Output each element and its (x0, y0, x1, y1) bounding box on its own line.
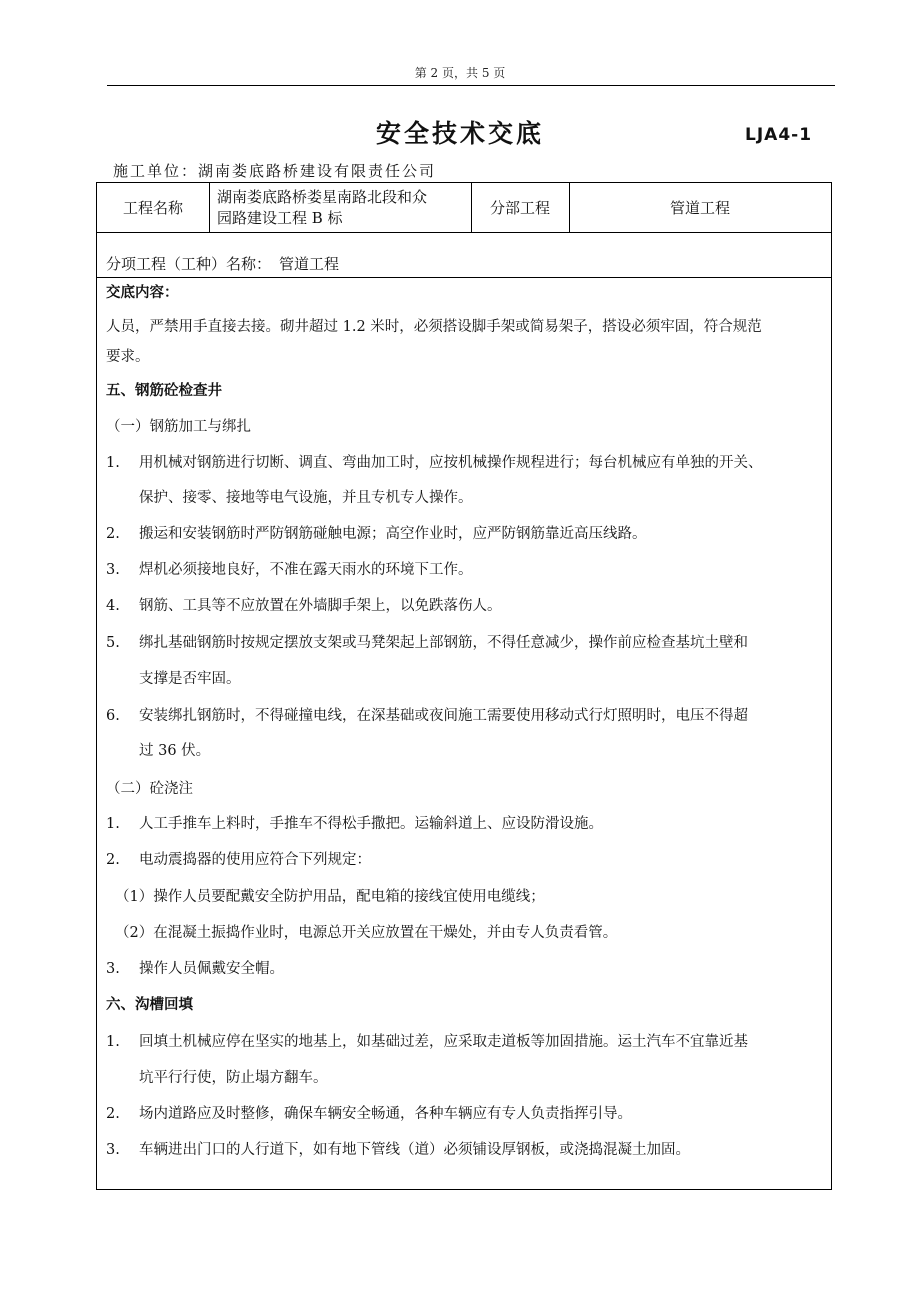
intro-line-2: 要求。 (106, 349, 150, 365)
item-number: 1. (106, 816, 120, 832)
subitem-value: 管道工程 (279, 255, 340, 273)
item-text: 搬运和安装钢筋时严防钢筋碰触电源；高空作业时，应严防钢筋靠近高压线路。 (139, 526, 647, 542)
content-label: 交底内容： (106, 284, 179, 301)
intro-line-1: 人员，严禁用手直接去接。砌井超过 1.2 米时，必须搭设脚手架或简易架子，搭设必须牢固，符合规范 (106, 319, 762, 335)
row-divider-2 (97, 277, 831, 278)
subitem-label: 分项工程（工种）名称： (106, 255, 272, 273)
item-text: 操作人员佩戴安全帽。 (139, 961, 284, 977)
item-text-cont: 坑平行行使，防止塌方翻车。 (139, 1070, 328, 1086)
item-number: 1. (106, 1034, 120, 1050)
item-number: 6. (106, 708, 120, 724)
item-text: 电动震捣器的使用应符合下列规定： (139, 852, 371, 868)
header-rule (107, 85, 835, 86)
construction-unit-label: 施工单位： (113, 162, 199, 180)
item-text-cont: 保护、接零、接地等电气设施，并且专机专人操作。 (139, 490, 473, 506)
subitem-name (106, 253, 339, 274)
construction-unit (113, 160, 436, 181)
form-box (96, 182, 832, 1190)
document-title: 安全技术交底 (375, 119, 544, 148)
item-text-cont: 支撑是否牢固。 (139, 671, 241, 687)
item-number: 5. (106, 635, 120, 651)
section5-heading: 五、钢筋砼检查井 (106, 382, 222, 399)
item-number: 2. (106, 526, 120, 542)
item-text: 安装绑扎钢筋时，不得碰撞电线，在深基础或夜间施工需要使用移动式行灯照明时，电压不得超 (139, 708, 748, 724)
item-text: 车辆进出门口的人行道下，如有地下管线（道）必须铺设厚钢板，或浇捣混凝土加固。 (139, 1142, 690, 1158)
project-name-label: 工程名称 (122, 199, 183, 217)
item-number: 3. (106, 1142, 120, 1158)
sub-list-item: （1）操作人员要配戴安全防护用品，配电箱的接线宜使用电缆线； (115, 889, 545, 905)
page-header: 第 2 页，共 5 页 (414, 66, 506, 80)
project-name-value (209, 183, 471, 232)
col-divider-2 (471, 183, 472, 232)
col-divider-1 (209, 183, 210, 232)
section5-sub2: （二）砼浇注 (106, 781, 193, 797)
construction-unit-value: 湖南娄底路桥建设有限责任公司 (198, 162, 437, 180)
project-name-line1: 湖南娄底路桥娄星南路北段和众 (217, 187, 428, 206)
division-label: 分部工程 (489, 199, 550, 217)
item-number: 2. (106, 1106, 120, 1122)
item-number: 1. (106, 455, 120, 471)
item-text-cont: 过 36 伏。 (139, 743, 211, 759)
project-name-line2: 园路建设工程 B 标 (217, 208, 343, 227)
section5-sub1: （一）钢筋加工与绑扎 (106, 419, 251, 435)
item-number: 3. (106, 562, 120, 578)
item-number: 3. (106, 961, 120, 977)
item-text: 回填土机械应停在坚实的地基上，如基础过差，应采取走道板等加固措施。运土汽车不宜靠近基 (139, 1034, 748, 1050)
item-number: 2. (106, 852, 120, 868)
item-text: 用机械对钢筋进行切断、调直、弯曲加工时，应按机械操作规程进行；每台机械应有单独的开关、 (139, 455, 763, 471)
item-text: 焊机必须接地良好，不准在露天雨水的环境下工作。 (139, 562, 473, 578)
division-value: 管道工程 (669, 199, 730, 217)
item-text: 人工手推车上料时，手推车不得松手撒把。运输斜道上、应设防滑设施。 (139, 816, 603, 832)
document-code: LJA4-1 (745, 125, 813, 145)
row-divider-1 (97, 232, 831, 233)
section6-heading: 六、沟槽回填 (106, 996, 193, 1013)
item-text: 场内道路应及时整修，确保车辆安全畅通，各种车辆应有专人负责指挥引导。 (139, 1106, 632, 1122)
item-number: 4. (106, 598, 120, 614)
sub-list-item: （2）在混凝土振捣作业时，电源总开关应放置在干燥处，并由专人负责看管。 (115, 925, 618, 941)
item-text: 钢筋、工具等不应放置在外墙脚手架上，以免跌落伤人。 (139, 598, 502, 614)
item-text: 绑扎基础钢筋时按规定摆放支架或马凳架起上部钢筋，不得任意减少，操作前应检查基坑土壁和 (139, 635, 748, 651)
col-divider-3 (569, 183, 570, 232)
